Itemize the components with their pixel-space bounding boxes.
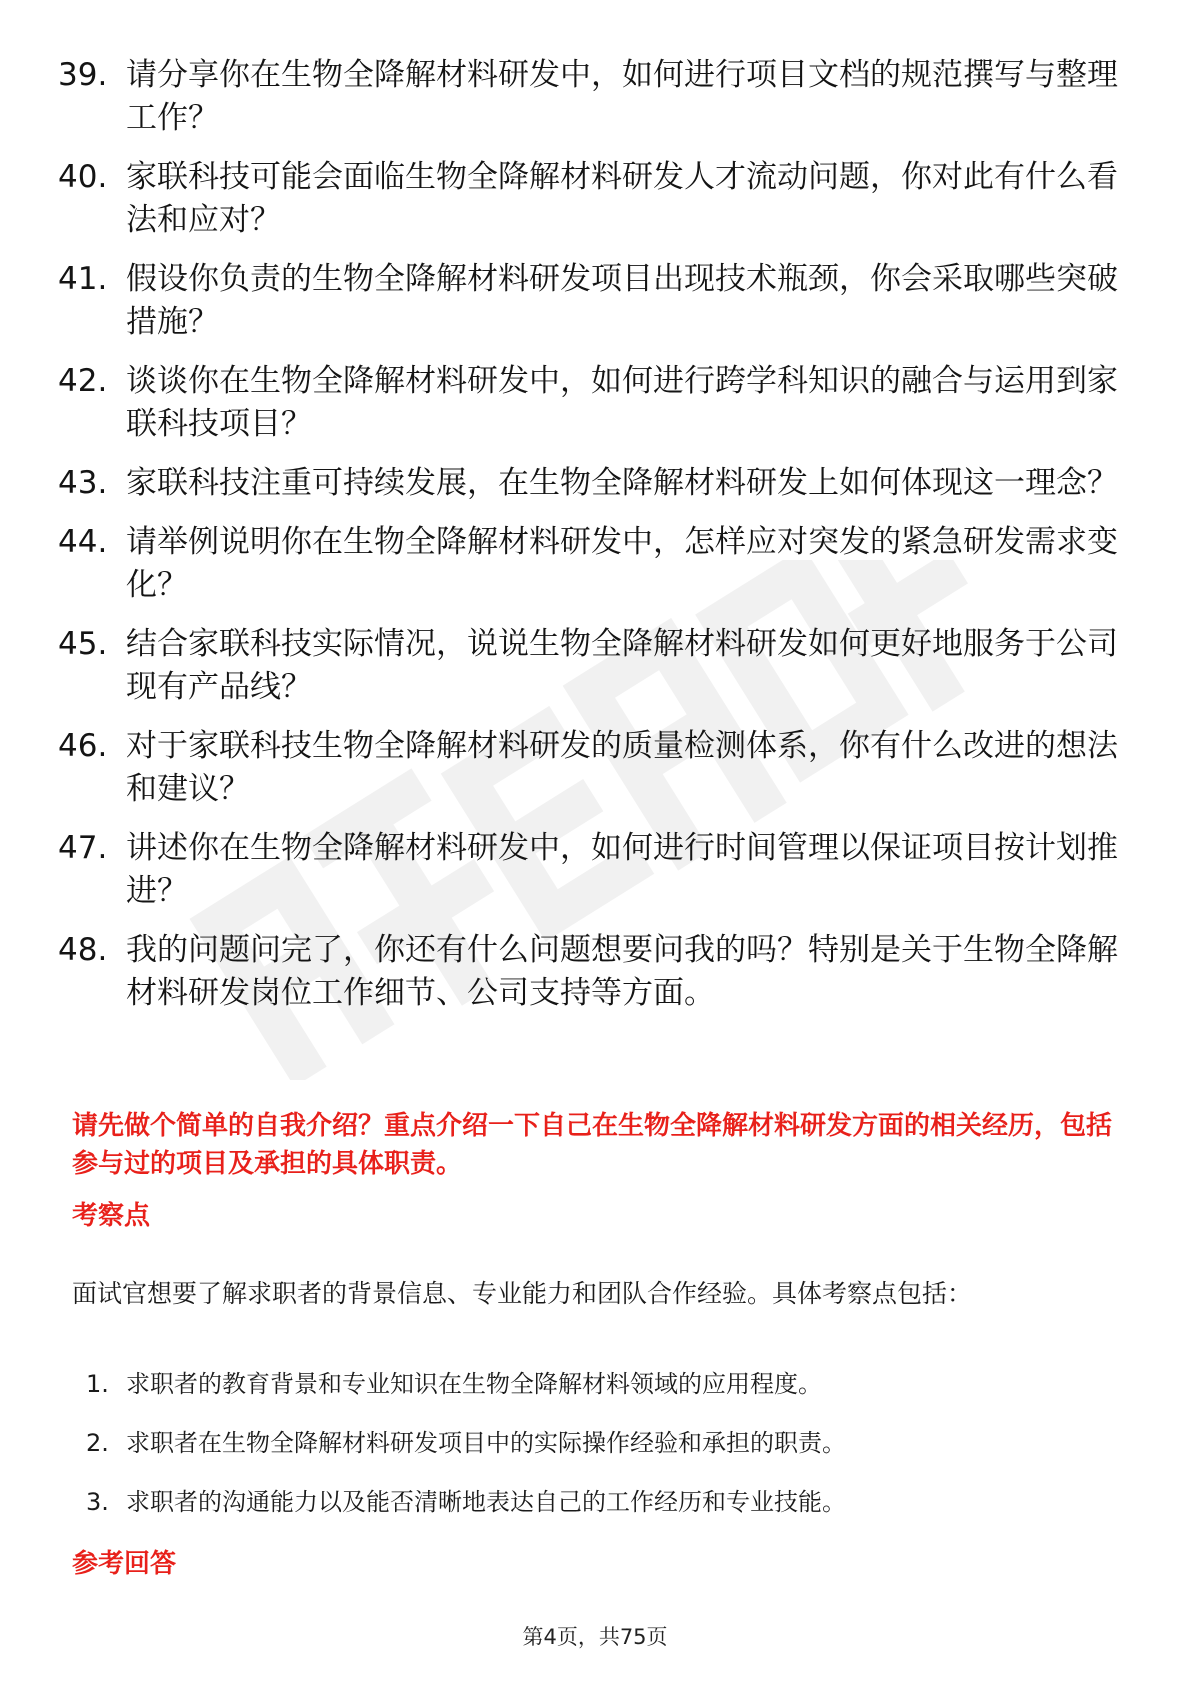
question-number: 45. — [58, 626, 108, 662]
assessment-points — [86, 1368, 1126, 1545]
point-text: 求职者的沟通能力以及能否清晰地表达自己的工作经历和专业技能。 — [126, 1488, 846, 1516]
question-text: 对于家联科技生物全降解材料研发的质量检测体系，你有什么改进的想法和建议？ — [126, 728, 1118, 807]
assessment-intro: 面试官想要了解求职者的背景信息、专业能力和团队合作经验。具体考察点包括： — [72, 1279, 973, 1308]
question-list — [58, 54, 1128, 1031]
reference-answer-heading: 参考回答 — [72, 1549, 177, 1579]
question-number: 39. — [58, 57, 108, 93]
question-number: 46. — [58, 728, 108, 764]
question-number: 41. — [58, 261, 108, 297]
point-number: 2. — [86, 1429, 109, 1457]
question-item — [58, 156, 1128, 242]
question-text: 讲述你在生物全降解材料研发中，如何进行时间管理以保证项目按计划推进？ — [126, 830, 1118, 909]
question-text: 家联科技可能会面临生物全降解材料研发人才流动问题，你对此有什么看法和应对？ — [126, 159, 1118, 238]
question-number: 40. — [58, 159, 108, 195]
question-number: 47. — [58, 830, 108, 866]
question-text: 我的问题问完了，你还有什么问题想要问我的吗？特别是关于生物全降解材料研发岗位工作细节、公司支持等方面。 — [126, 932, 1118, 1011]
question-item — [58, 360, 1128, 446]
assessment-point — [86, 1368, 1126, 1400]
question-number: 48. — [58, 932, 108, 968]
point-number: 1. — [86, 1370, 109, 1398]
question-text: 假设你负责的生物全降解材料研发项目出现技术瓶颈，你会采取哪些突破措施？ — [126, 261, 1118, 340]
question-number: 44. — [58, 524, 108, 560]
assessment-point — [86, 1427, 1126, 1459]
question-item — [58, 258, 1128, 344]
page-footer: 第4页，共75页 — [522, 1625, 668, 1649]
point-number: 3. — [86, 1488, 109, 1516]
question-text: 请分享你在生物全降解材料研发中，如何进行项目文档的规范撰写与整理工作？ — [126, 57, 1118, 136]
question-item — [58, 462, 1128, 505]
question-number: 43. — [58, 465, 108, 501]
question-text: 家联科技注重可持续发展，在生物全降解材料研发上如何体现这一理念？ — [126, 465, 1118, 501]
question-item — [58, 725, 1128, 811]
assessment-point — [86, 1486, 1126, 1518]
point-text: 求职者的教育背景和专业知识在生物全降解材料领域的应用程度。 — [126, 1370, 822, 1398]
question-text: 请举例说明你在生物全降解材料研发中，怎样应对突发的紧急研发需求变化？ — [126, 524, 1118, 603]
question-item — [58, 521, 1128, 607]
question-text: 结合家联科技实际情况，说说生物全降解材料研发如何更好地服务于公司现有产品线？ — [126, 626, 1118, 705]
assessment-heading: 考察点 — [72, 1201, 151, 1231]
question-item — [58, 54, 1128, 140]
point-text: 求职者在生物全降解材料研发项目中的实际操作经验和承担的职责。 — [126, 1429, 846, 1457]
question-item — [58, 827, 1128, 913]
question-number: 42. — [58, 363, 108, 399]
question-item — [58, 623, 1128, 709]
featured-question: 请先做个简单的自我介绍？重点介绍一下自己在生物全降解材料研发方面的相关经历，包括参与过的项目及承担的具体职责。 — [72, 1111, 1113, 1179]
question-item — [58, 929, 1128, 1015]
question-text: 谈谈你在生物全降解材料研发中，如何进行跨学科知识的融合与运用到家联科技项目？ — [126, 363, 1118, 442]
